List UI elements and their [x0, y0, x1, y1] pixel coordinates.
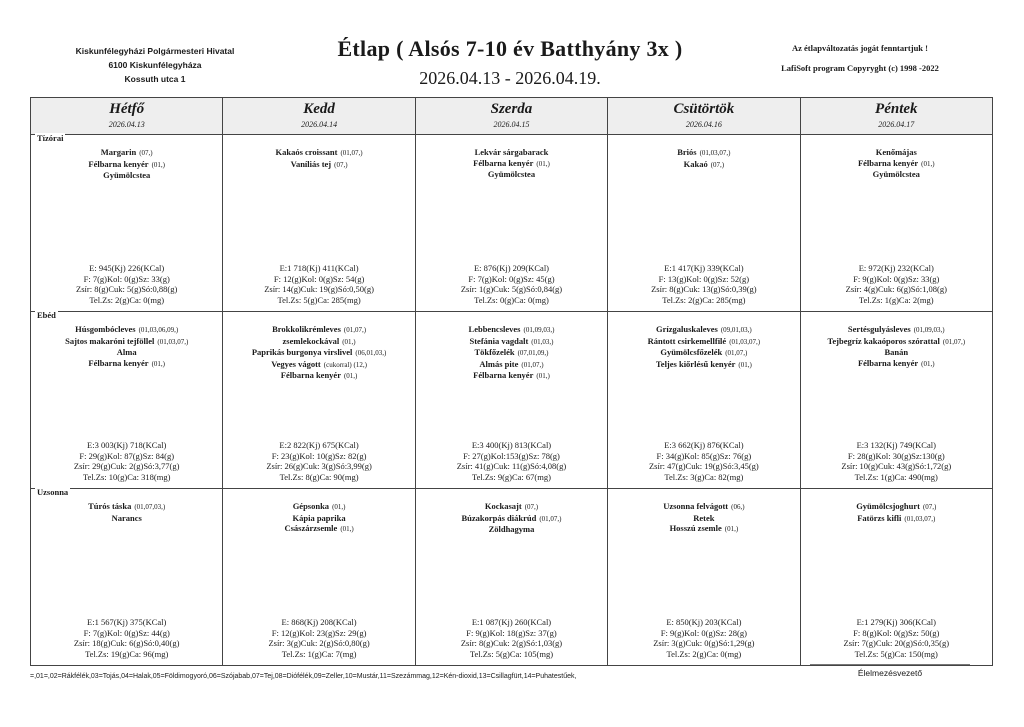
menu-cell-content	[801, 135, 992, 311]
allergen-codes: (01,03,07,)	[699, 149, 731, 157]
dish-item	[801, 347, 992, 358]
dish-name: Almás pite	[479, 358, 519, 369]
dish-item	[31, 159, 222, 171]
menu-cell	[608, 135, 800, 312]
nutrition-line: Tel.Zs: 10(g)Ca: 318(mg)	[82, 471, 171, 482]
dish-name: Búzakorpás diákrúd	[461, 512, 537, 523]
nutrition-line: E:3 003(Kj) 718(KCal)	[87, 440, 167, 450]
dish-name: Briós	[677, 147, 697, 157]
dish-item	[801, 513, 992, 525]
nutrition-line: F: 7(g)Kol: 0(g)Sz: 33(g)	[83, 273, 170, 284]
meal-row	[31, 135, 993, 312]
allergen-codes: (01,07,)	[539, 514, 562, 523]
allergen-codes: (01,)	[332, 503, 346, 511]
menu-cell-content	[31, 489, 222, 665]
menu-cell	[800, 312, 992, 489]
dish-item	[801, 158, 992, 170]
dish-item	[223, 147, 414, 159]
nutrition-line: Tel.Zs: 3(g)Ca: 82(mg)	[664, 471, 744, 482]
allergen-codes: (cukorral) (12,)	[323, 360, 367, 369]
dish-item	[608, 347, 799, 359]
dish-item	[31, 513, 222, 524]
meal-row	[31, 312, 993, 489]
menu-change-notice: Az étlapváltozatás jogát fenntartjuk !	[792, 43, 928, 53]
nutrition-info	[223, 617, 414, 659]
allergen-codes: (07,)	[710, 160, 725, 169]
allergen-codes: (01,07,03,)	[134, 503, 166, 511]
nutrition-line: F: 9(g)Kol: 0(g)Sz: 28(g)	[660, 627, 747, 638]
day-name: Péntek	[875, 101, 918, 117]
dish-name: Sertésgulyásleves	[847, 324, 911, 334]
menu-cell	[223, 312, 415, 489]
menu-cell-content	[31, 135, 222, 311]
dish-name: Félbarna kenyér	[88, 158, 149, 169]
dish-item	[416, 501, 607, 513]
org-name: Kiskunfélegyházi Polgármesteri Hivatal	[75, 46, 235, 56]
day-date: 2026.04.14	[301, 120, 338, 129]
nutrition-line: Tel.Zs: 0(g)Ca: 0(mg)	[474, 294, 549, 305]
organization-block	[40, 44, 270, 86]
signature-line	[810, 664, 970, 665]
dish-name: Margarin	[100, 147, 137, 157]
dish-item	[801, 501, 992, 513]
dish-name: Banán	[884, 347, 909, 357]
dish-name: Gépsonka	[292, 501, 330, 511]
allergen-codes: (01,)	[151, 359, 165, 368]
menu-table	[30, 97, 993, 666]
dish-item	[608, 336, 799, 348]
dish-name: Narancs	[111, 512, 142, 523]
nutrition-info	[416, 440, 607, 482]
dish-name: Sajtos makaróni tejföllel	[65, 335, 155, 346]
dish-name: Gyümölcsfőzelék	[660, 347, 723, 357]
nutrition-line: Zsír: 3(g)Cuk: 0(g)Só:1,29(g)	[653, 638, 755, 648]
nutrition-line: Zsír: 41(g)Cuk: 11(g)Só:4,08(g)	[456, 461, 567, 471]
nutrition-info	[416, 263, 607, 305]
dish-list	[608, 501, 799, 535]
nutrition-info	[416, 617, 607, 659]
allergen-codes: (01,03,07,)	[729, 337, 761, 346]
dish-item	[801, 358, 992, 370]
dish-name: Félbarna kenyér	[473, 157, 534, 168]
dish-list	[608, 324, 799, 370]
nutrition-line: Zsír: 8(g)Cuk: 13(g)Só:0,39(g)	[651, 284, 757, 294]
menu-cell	[415, 312, 607, 489]
nutrition-info	[31, 617, 222, 659]
nutrition-info	[608, 263, 799, 305]
day-date: 2026.04.13	[108, 120, 145, 129]
dish-list	[223, 501, 414, 535]
dish-name: Lebbencsleves	[468, 324, 521, 334]
day-name: Kedd	[303, 101, 335, 117]
dish-item	[31, 336, 222, 348]
dish-item	[223, 324, 414, 336]
dish-item	[801, 324, 992, 336]
meal-label: Ebéd	[37, 310, 56, 320]
dish-name: Gyümölcstea	[872, 169, 920, 179]
dish-name: Uzsonna felvágott	[663, 501, 729, 511]
menu-cell	[800, 135, 992, 312]
day-header	[415, 98, 607, 135]
dish-item	[223, 159, 414, 171]
dish-list	[801, 147, 992, 180]
dish-item	[223, 501, 414, 513]
nutrition-line: Tel.Zs: 8(g)Ca: 90(mg)	[279, 471, 359, 482]
allergen-codes: (07,01,09,)	[517, 349, 549, 357]
dish-name: Félbarna kenyér	[857, 157, 919, 168]
menu-cell-content	[223, 312, 414, 488]
dish-item	[416, 169, 607, 180]
nutrition-line: F: 29(g)Kol: 87(g)Sz: 84(g)	[79, 450, 175, 461]
meal-row	[31, 489, 993, 666]
allergen-codes: (07,)	[524, 503, 539, 511]
nutrition-line: Zsír: 47(g)Cuk: 19(g)Só:3,45(g)	[648, 461, 759, 471]
dish-name: Tökfőzelék	[474, 347, 515, 357]
nutrition-line: Zsír: 4(g)Cuk: 6(g)Só:1,08(g)	[845, 284, 947, 294]
allergen-codes: (01,03,)	[531, 337, 554, 346]
nutrition-info	[801, 440, 992, 482]
nutrition-info	[608, 440, 799, 482]
dish-name: Stefánia vagdalt	[469, 335, 529, 346]
allergen-codes: (09,01,03,)	[720, 326, 752, 334]
allergen-codes: (01,07,)	[340, 149, 363, 157]
dish-name: Tejbegríz kakaóporos szórattal	[827, 335, 940, 346]
dish-item	[31, 147, 222, 159]
dish-name: Zöldhagyma	[488, 524, 535, 534]
menu-cell-content	[416, 489, 607, 665]
nutrition-line: Zsír: 10(g)Cuk: 43(g)Só:1,72(g)	[841, 461, 952, 471]
allergen-codes: (01,)	[921, 359, 935, 368]
nutrition-line: Zsír: 8(g)Cuk: 2(g)Só:1,03(g)	[460, 638, 563, 648]
dish-item	[416, 347, 607, 359]
dish-name: Lekvár sárgabarack	[474, 147, 549, 157]
org-zip-city: 6100 Kiskunfélegyháza	[108, 60, 202, 70]
dish-name: Hosszú zsemle	[669, 523, 722, 533]
dish-name: Félbarna kenyér	[280, 370, 341, 380]
notice-block	[740, 38, 980, 78]
day-date: 2026.04.17	[878, 120, 915, 129]
dish-item	[223, 359, 414, 371]
allergen-codes: (06,)	[731, 503, 745, 511]
nutrition-line: F: 7(g)Kol: 0(g)Sz: 44(g)	[83, 627, 170, 638]
allergen-codes: (01,03,07,)	[157, 337, 189, 346]
dish-name: Túrós táska	[88, 501, 132, 511]
allergen-codes: (01,)	[342, 337, 356, 346]
menu-cell	[223, 135, 415, 312]
dish-item	[31, 170, 222, 181]
menu-cell	[415, 135, 607, 312]
nutrition-line: F: 9(g)Kol: 18(g)Sz: 37(g)	[466, 627, 557, 638]
dish-list	[801, 501, 992, 524]
nutrition-line: Tel.Zs: 1(g)Ca: 490(mg)	[854, 471, 938, 482]
dish-item	[801, 147, 992, 158]
allergen-codes: (01,03,06,09,)	[138, 326, 179, 334]
nutrition-line: F: 28(g)Kol: 30(g)Sz:130(g)	[847, 450, 945, 461]
dish-name: Kenőmájas	[875, 147, 917, 157]
dish-name: Fatörzs kifli	[857, 512, 902, 523]
dish-item	[416, 513, 607, 525]
nutrition-line: F: 8(g)Kol: 0(g)Sz: 50(g)	[853, 627, 940, 638]
nutrition-line: E:3 662(Kj) 876(KCal)	[664, 440, 744, 450]
dish-item	[31, 358, 222, 370]
dish-item	[416, 370, 607, 382]
nutrition-line: F: 23(g)Kol: 10(g)Sz: 82(g)	[271, 450, 367, 461]
nutrition-info	[608, 617, 799, 659]
menu-cell	[31, 312, 223, 489]
nutrition-line: Zsír: 1(g)Cuk: 5(g)Só:0,84(g)	[460, 284, 563, 294]
nutrition-line: F: 27(g)Kol:153(g)Sz: 78(g)	[463, 450, 560, 461]
nutrition-line: Tel.Zs: 1(g)Ca: 7(mg)	[281, 648, 357, 659]
menu-cell-content	[608, 135, 799, 311]
menu-cell	[31, 135, 223, 312]
nutrition-line: F: 9(g)Kol: 0(g)Sz: 33(g)	[853, 273, 940, 284]
day-header	[223, 98, 415, 135]
dish-name: Kakaó	[683, 158, 708, 169]
allergen-codes: (07,)	[334, 160, 348, 169]
allergen-codes: (01,07,)	[725, 349, 748, 357]
dish-name: Kápia paprika	[292, 512, 346, 523]
menu-cell	[31, 489, 223, 666]
dish-list	[223, 147, 414, 170]
dish-name: Vegyes vágott	[271, 358, 321, 369]
dish-item	[31, 347, 222, 358]
dish-name: Kakaós croissant	[275, 147, 338, 157]
nutrition-line: Tel.Zs: 5(g)Ca: 150(mg)	[854, 648, 938, 659]
allergen-codes: (06,01,03,)	[355, 349, 387, 357]
nutrition-line: E:1 567(Kj) 375(KCal)	[87, 617, 167, 627]
nutrition-line: Tel.Zs: 2(g)Ca: 285(mg)	[662, 294, 746, 305]
dish-item	[608, 147, 799, 159]
menu-cell	[223, 489, 415, 666]
nutrition-line: E: 868(Kj) 208(KCal)	[281, 617, 357, 627]
menu-cell	[608, 489, 800, 666]
dish-item	[608, 324, 799, 336]
dish-item	[223, 523, 414, 535]
allergen-codes: (01,09,03,)	[913, 326, 945, 334]
dish-list	[608, 147, 799, 170]
nutrition-line: E:3 132(Kj) 749(KCal)	[856, 440, 936, 450]
allergen-codes: (01,07,)	[942, 337, 966, 346]
dish-item	[416, 359, 607, 371]
dish-item	[801, 336, 992, 348]
nutrition-info	[31, 263, 222, 305]
menu-cell-content	[801, 489, 992, 665]
dish-item	[801, 169, 992, 180]
nutrition-line: E:1 718(Kj) 411(KCal)	[279, 263, 359, 273]
dish-item	[416, 336, 607, 348]
nutrition-line: Zsír: 18(g)Cuk: 6(g)Só:0,40(g)	[73, 638, 180, 648]
dish-item	[223, 370, 414, 382]
menu-cell	[608, 312, 800, 489]
day-name: Szerda	[490, 101, 533, 117]
nutrition-line: E: 850(Kj) 203(KCal)	[666, 617, 742, 627]
nutrition-line: Zsír: 7(g)Cuk: 20(g)Só:0,35(g)	[843, 638, 950, 648]
menu-cell-content	[416, 312, 607, 488]
nutrition-line: Tel.Zs: 5(g)Ca: 285(mg)	[277, 294, 361, 305]
dish-item	[608, 501, 799, 513]
signature-label: Élelmezésvezető	[857, 668, 923, 678]
dish-name: Vaníliás tej	[290, 158, 332, 169]
nutrition-line: Tel.Zs: 1(g)Ca: 2(mg)	[858, 294, 934, 305]
nutrition-line: E: 972(Kj) 232(KCal)	[858, 263, 934, 273]
dish-item	[416, 158, 607, 170]
nutrition-info	[801, 617, 992, 659]
menu-cell	[415, 489, 607, 666]
page-title: Étlap ( Alsós 7-10 év Batthyány 3x )	[337, 36, 683, 61]
menu-cell-content	[31, 312, 222, 488]
nutrition-line: Zsír: 8(g)Cuk: 5(g)Só:0,88(g)	[76, 284, 178, 294]
nutrition-line: E: 876(Kj) 209(KCal)	[473, 263, 550, 273]
dish-name: Félbarna kenyér	[857, 357, 919, 368]
allergen-codes: (07,)	[922, 503, 937, 511]
dish-name: Paprikás burgonya virslivel	[251, 347, 353, 357]
dish-name: Rántott csirkemellfilé	[647, 335, 727, 346]
menu-cell-content	[608, 312, 799, 488]
dish-name: Húsgombócleves	[75, 324, 136, 334]
nutrition-line: Zsír: 29(g)Cuk: 2(g)Só:3,77(g)	[73, 461, 180, 471]
allergen-codes: (01,)	[536, 159, 550, 168]
dish-item	[608, 513, 799, 524]
meal-label: Tízórai	[37, 133, 64, 143]
dish-name: Gyümölcstea	[103, 170, 151, 180]
dish-name: Kockasajt	[484, 501, 522, 511]
dish-name: Gyümölcstea	[487, 169, 536, 179]
day-date: 2026.04.15	[493, 120, 530, 129]
nutrition-line: F: 13(g)Kol: 0(g)Sz: 52(g)	[658, 273, 750, 284]
menu-cell-content	[223, 489, 414, 665]
nutrition-line: F: 7(g)Kol: 0(g)Sz: 45(g)	[468, 273, 555, 284]
menu-cell-content	[608, 489, 799, 665]
nutrition-line: Zsír: 3(g)Cuk: 2(g)Só:0,80(g)	[268, 638, 370, 648]
meal-label: Uzsonna	[37, 487, 69, 497]
menu-cell	[800, 489, 992, 666]
menu-cell-content	[416, 135, 607, 311]
date-range: 2026.04.13 - 2026.04.19.	[419, 68, 601, 88]
dish-list	[801, 324, 992, 369]
nutrition-info	[801, 263, 992, 305]
allergen-codes: (01,)	[343, 372, 358, 380]
dish-item	[223, 513, 414, 524]
nutrition-line: F: 34(g)Kol: 85(g)Sz: 76(g)	[656, 450, 752, 461]
day-name: Csütörtök	[673, 101, 735, 117]
org-street: Kossuth utca 1	[124, 74, 186, 84]
menu-cell-content	[801, 312, 992, 488]
nutrition-line: E:1 279(Kj) 306(KCal)	[856, 617, 936, 627]
dish-item	[416, 524, 607, 535]
dish-list	[31, 324, 222, 369]
dish-item	[608, 523, 799, 535]
allergen-codes: (01,)	[738, 360, 752, 369]
nutrition-line: F: 12(g)Kol: 23(g)Sz: 29(g)	[271, 627, 367, 638]
dish-name: Brokkolikrémleves	[272, 324, 341, 334]
nutrition-info	[223, 440, 414, 482]
dish-name: Alma	[116, 347, 137, 357]
nutrition-info	[223, 263, 414, 305]
nutrition-line: E:1 087(Kj) 260(KCal)	[471, 617, 552, 627]
nutrition-line: Tel.Zs: 2(g)Ca: 0(mg)	[666, 648, 742, 659]
nutrition-line: E: 945(Kj) 226(KCal)	[89, 263, 165, 273]
dish-item	[608, 159, 799, 171]
dish-name: Császárzsemle	[284, 523, 338, 533]
allergen-codes: (01,)	[921, 159, 935, 168]
allergen-codes: (01,)	[151, 160, 165, 169]
allergen-codes: (01,07,)	[521, 360, 544, 369]
dish-item	[31, 501, 222, 513]
dish-name: Félbarna kenyér	[473, 370, 534, 380]
day-name: Hétfő	[109, 101, 145, 117]
allergen-codes: (07,)	[139, 149, 153, 157]
allergen-codes: (01,03,07,)	[904, 514, 936, 523]
dish-list	[416, 324, 607, 382]
nutrition-line: Tel.Zs: 2(g)Ca: 0(mg)	[89, 294, 165, 305]
day-date: 2026.04.16	[685, 120, 722, 129]
day-header	[800, 98, 992, 135]
nutrition-line: F: 12(g)Kol: 0(g)Sz: 54(g)	[273, 273, 365, 284]
dish-name: Teljes kiőrlésű kenyér	[655, 358, 736, 369]
dish-item	[223, 336, 414, 348]
dish-list	[416, 501, 607, 535]
nutrition-line: Tel.Zs: 19(g)Ca: 96(mg)	[85, 648, 169, 659]
dish-name: Grízgaluskaleves	[655, 324, 718, 334]
nutrition-line: Zsír: 14(g)Cuk: 19(g)Só:0,50(g)	[264, 284, 374, 294]
software-copyright: LafiSoft program Copyryght (c) 1998 -2022	[781, 63, 939, 73]
dish-list	[31, 147, 222, 181]
dish-name: Gyümölcsjoghurt	[856, 501, 920, 511]
dish-item	[223, 347, 414, 359]
nutrition-line: E:3 400(Kj) 813(KCal)	[471, 440, 552, 450]
dish-list	[31, 501, 222, 523]
nutrition-info	[31, 440, 222, 482]
allergen-codes: (01,)	[724, 525, 739, 533]
day-header	[608, 98, 800, 135]
dish-item	[416, 147, 607, 158]
day-header	[31, 98, 223, 135]
nutrition-line: E:1 417(Kj) 339(KCal)	[664, 263, 744, 273]
dish-list	[223, 324, 414, 382]
allergen-codes: (01,)	[536, 372, 550, 380]
day-header-row	[31, 98, 993, 135]
allergen-codes: (01,)	[340, 525, 354, 533]
dish-list	[416, 147, 607, 180]
allergen-codes: (01,07,)	[343, 326, 367, 334]
nutrition-line: E:2 822(Kj) 675(KCal)	[279, 440, 359, 450]
allergen-codes: (01,09,03,)	[523, 326, 555, 334]
allergen-legend: =,01=,02=Rákfélék,03=Tojás,04=Halak,05=Földimogyoró,06=Szójabab,07=Tej,08=Diófélék,09=Zeller,10=Mustár,11=Szezámmag,12=Kén-dioxid,13=Csillagfürt,14=Puhatestűek,	[30, 673, 577, 680]
dish-name: Félbarna kenyér	[88, 357, 149, 368]
nutrition-line: Zsír: 26(g)Cuk: 3(g)Só:3,99(g)	[266, 461, 372, 471]
dish-name: zsemlekockával	[282, 335, 340, 346]
dish-item	[416, 324, 607, 336]
nutrition-line: Tel.Zs: 9(g)Ca: 67(mg)	[471, 471, 551, 482]
dish-item	[31, 324, 222, 336]
menu-cell-content	[223, 135, 414, 311]
dish-name: Retek	[693, 512, 715, 523]
dish-item	[608, 359, 799, 371]
nutrition-line: Tel.Zs: 5(g)Ca: 105(mg)	[469, 648, 554, 659]
